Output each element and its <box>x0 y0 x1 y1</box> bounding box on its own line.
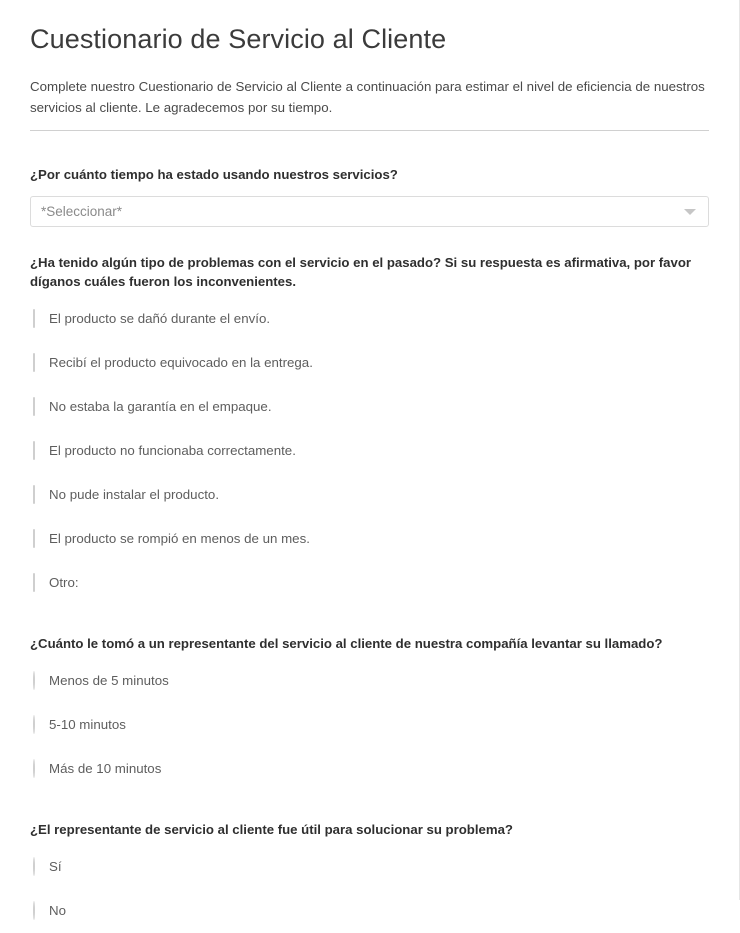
question-wait-time <box>30 605 709 791</box>
checkbox-icon[interactable] <box>33 574 35 592</box>
question-duration <box>30 131 709 227</box>
duration-select[interactable] <box>30 196 709 227</box>
radio-row[interactable] <box>30 703 709 747</box>
checkbox-icon[interactable] <box>33 310 35 328</box>
problems-checkbox-group <box>30 297 709 605</box>
form-description: Complete nuestro Cuestionario de Servicio al Cliente a continuación para estimar el nivel de eficiencia de nuestros servicios al cliente. Le agradecemos por su tiempo. <box>30 79 705 115</box>
checkbox-icon[interactable] <box>33 354 35 372</box>
checkbox-row[interactable] <box>30 297 709 341</box>
checkbox-row[interactable] <box>30 473 709 517</box>
checkbox-row-other[interactable] <box>30 561 709 605</box>
checkbox-label: El producto se rompió en menos de un mes. <box>49 531 310 546</box>
checkbox-label: Recibí el producto equivocado en la entrega. <box>49 355 313 370</box>
question-duration-label: ¿Por cuánto tiempo ha estado usando nuestros servicios? <box>30 167 398 182</box>
radio-icon[interactable] <box>33 902 35 920</box>
radio-row[interactable] <box>30 659 709 703</box>
checkbox-row[interactable] <box>30 341 709 385</box>
radio-icon[interactable] <box>33 858 35 876</box>
question-wait-time-label: ¿Cuánto le tomó a un representante del servicio al cliente de nuestra compañía levantar su llamado? <box>30 636 663 651</box>
checkbox-row[interactable] <box>30 385 709 429</box>
checkbox-icon[interactable] <box>33 398 35 416</box>
checkbox-icon[interactable] <box>33 486 35 504</box>
question-problems <box>30 227 709 605</box>
checkbox-label: Otro: <box>49 575 79 590</box>
radio-label: Menos de 5 minutos <box>49 673 169 688</box>
radio-row[interactable] <box>30 747 709 791</box>
radio-label: 5-10 minutos <box>49 717 126 732</box>
checkbox-row[interactable] <box>30 429 709 473</box>
radio-icon[interactable] <box>33 716 35 734</box>
checkbox-row[interactable] <box>30 517 709 561</box>
checkbox-label: El producto se dañó durante el envío. <box>49 311 271 326</box>
chevron-down-icon <box>684 209 696 215</box>
radio-row[interactable] <box>30 889 709 933</box>
question-helpful-label: ¿El representante de servicio al cliente fue útil para solucionar su problema? <box>30 822 513 837</box>
checkbox-label: No pude instalar el producto. <box>49 487 220 502</box>
wait-time-radio-group <box>30 659 709 791</box>
question-helpful <box>30 791 709 933</box>
checkbox-icon[interactable] <box>33 530 35 548</box>
checkbox-icon[interactable] <box>33 442 35 460</box>
radio-row[interactable] <box>30 845 709 889</box>
radio-icon[interactable] <box>33 672 35 690</box>
page-title: Cuestionario de Servicio al Cliente <box>30 24 447 54</box>
radio-label: No <box>49 903 66 918</box>
question-problems-label: ¿Ha tenido algún tipo de problemas con el servicio en el pasado? Si su respuesta es afirmativa, por favor díganos cuáles fueron los inconvenientes. <box>30 255 692 289</box>
radio-icon[interactable] <box>33 760 35 778</box>
helpful-radio-group <box>30 845 709 933</box>
radio-label: Sí <box>49 859 62 874</box>
checkbox-label: No estaba la garantía en el empaque. <box>49 399 272 414</box>
radio-label: Más de 10 minutos <box>49 761 162 776</box>
duration-select-value: *Seleccionar* <box>41 204 123 219</box>
checkbox-label: El producto no funcionaba correctamente. <box>49 443 296 458</box>
